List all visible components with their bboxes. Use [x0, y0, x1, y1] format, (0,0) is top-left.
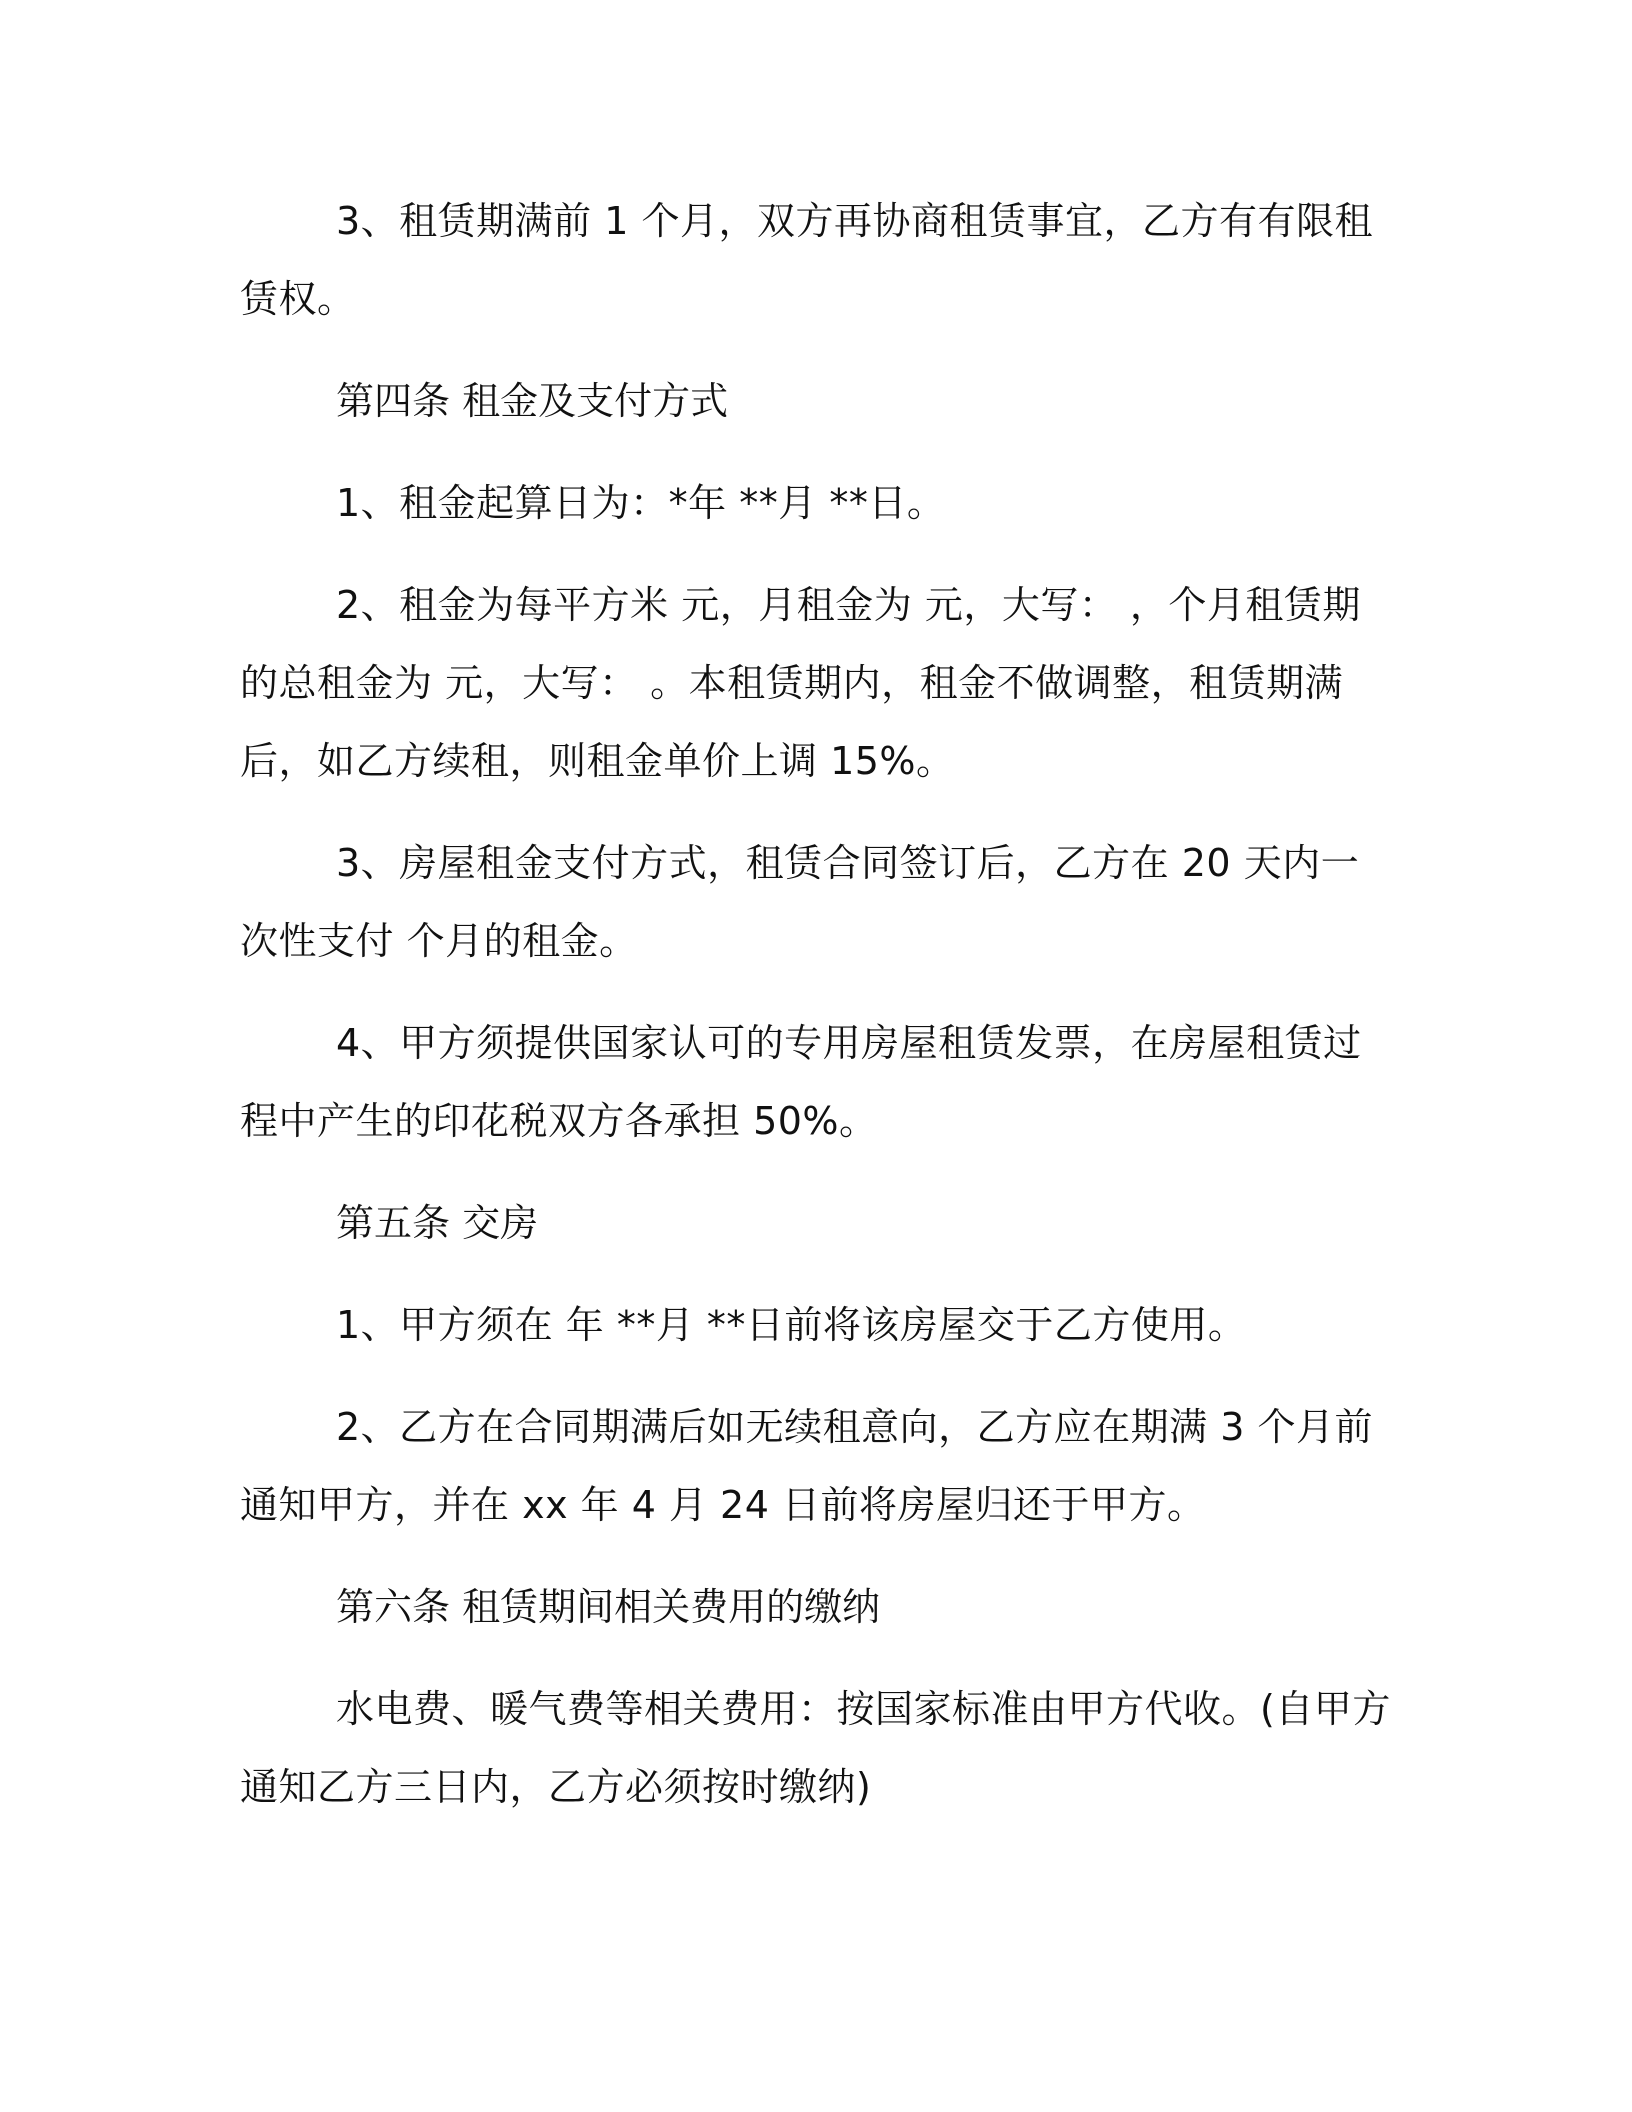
article-5-heading: 第五条 交房 [336, 1201, 539, 1245]
handover-date-clause: 1、甲方须在 年 **月 **日前将该房屋交于乙方使用。 [336, 1303, 1247, 1347]
utility-fees-clause: 水电费、暖气费等相关费用：按国家标准由甲方代收。(自甲方通知乙方三日内，乙方必须按时缴纳) [240, 1687, 1391, 1809]
invoice-tax-clause: 4、甲方须提供国家认可的专用房屋租赁发票，在房屋租赁过程中产生的印花税双方各承担 50%。 [240, 1021, 1362, 1143]
clause-3-lease-renewal: 3、租赁期满前 1 个月，双方再协商租赁事宜，乙方有有限租赁权。 [240, 199, 1374, 321]
rent-payment-method: 3、房屋租金支付方式，租赁合同签订后，乙方在 20 天内一次性支付 个月的租金。 [240, 841, 1360, 963]
rent-start-date: 1、租金起算日为：*年 **月 **日。 [336, 481, 946, 525]
document-body [240, 182, 1392, 1850]
rent-amount-clause: 2、租金为每平方米 元，月租金为 元，大写： ，个月租赁期的总租金为 元，大写： 。本租赁期内，租金不做调整，租赁期满后，如乙方续租，则租金单价上调 15%。 [240, 583, 1361, 783]
article-4-heading: 第四条 租金及支付方式 [336, 379, 729, 423]
return-notice-clause: 2、乙方在合同期满后如无续租意向，乙方应在期满 3 个月前通知甲方，并在 xx 年 4 月 24 日前将房屋归还于甲方。 [240, 1405, 1374, 1527]
article-6-heading: 第六条 租赁期间相关费用的缴纳 [336, 1585, 881, 1629]
